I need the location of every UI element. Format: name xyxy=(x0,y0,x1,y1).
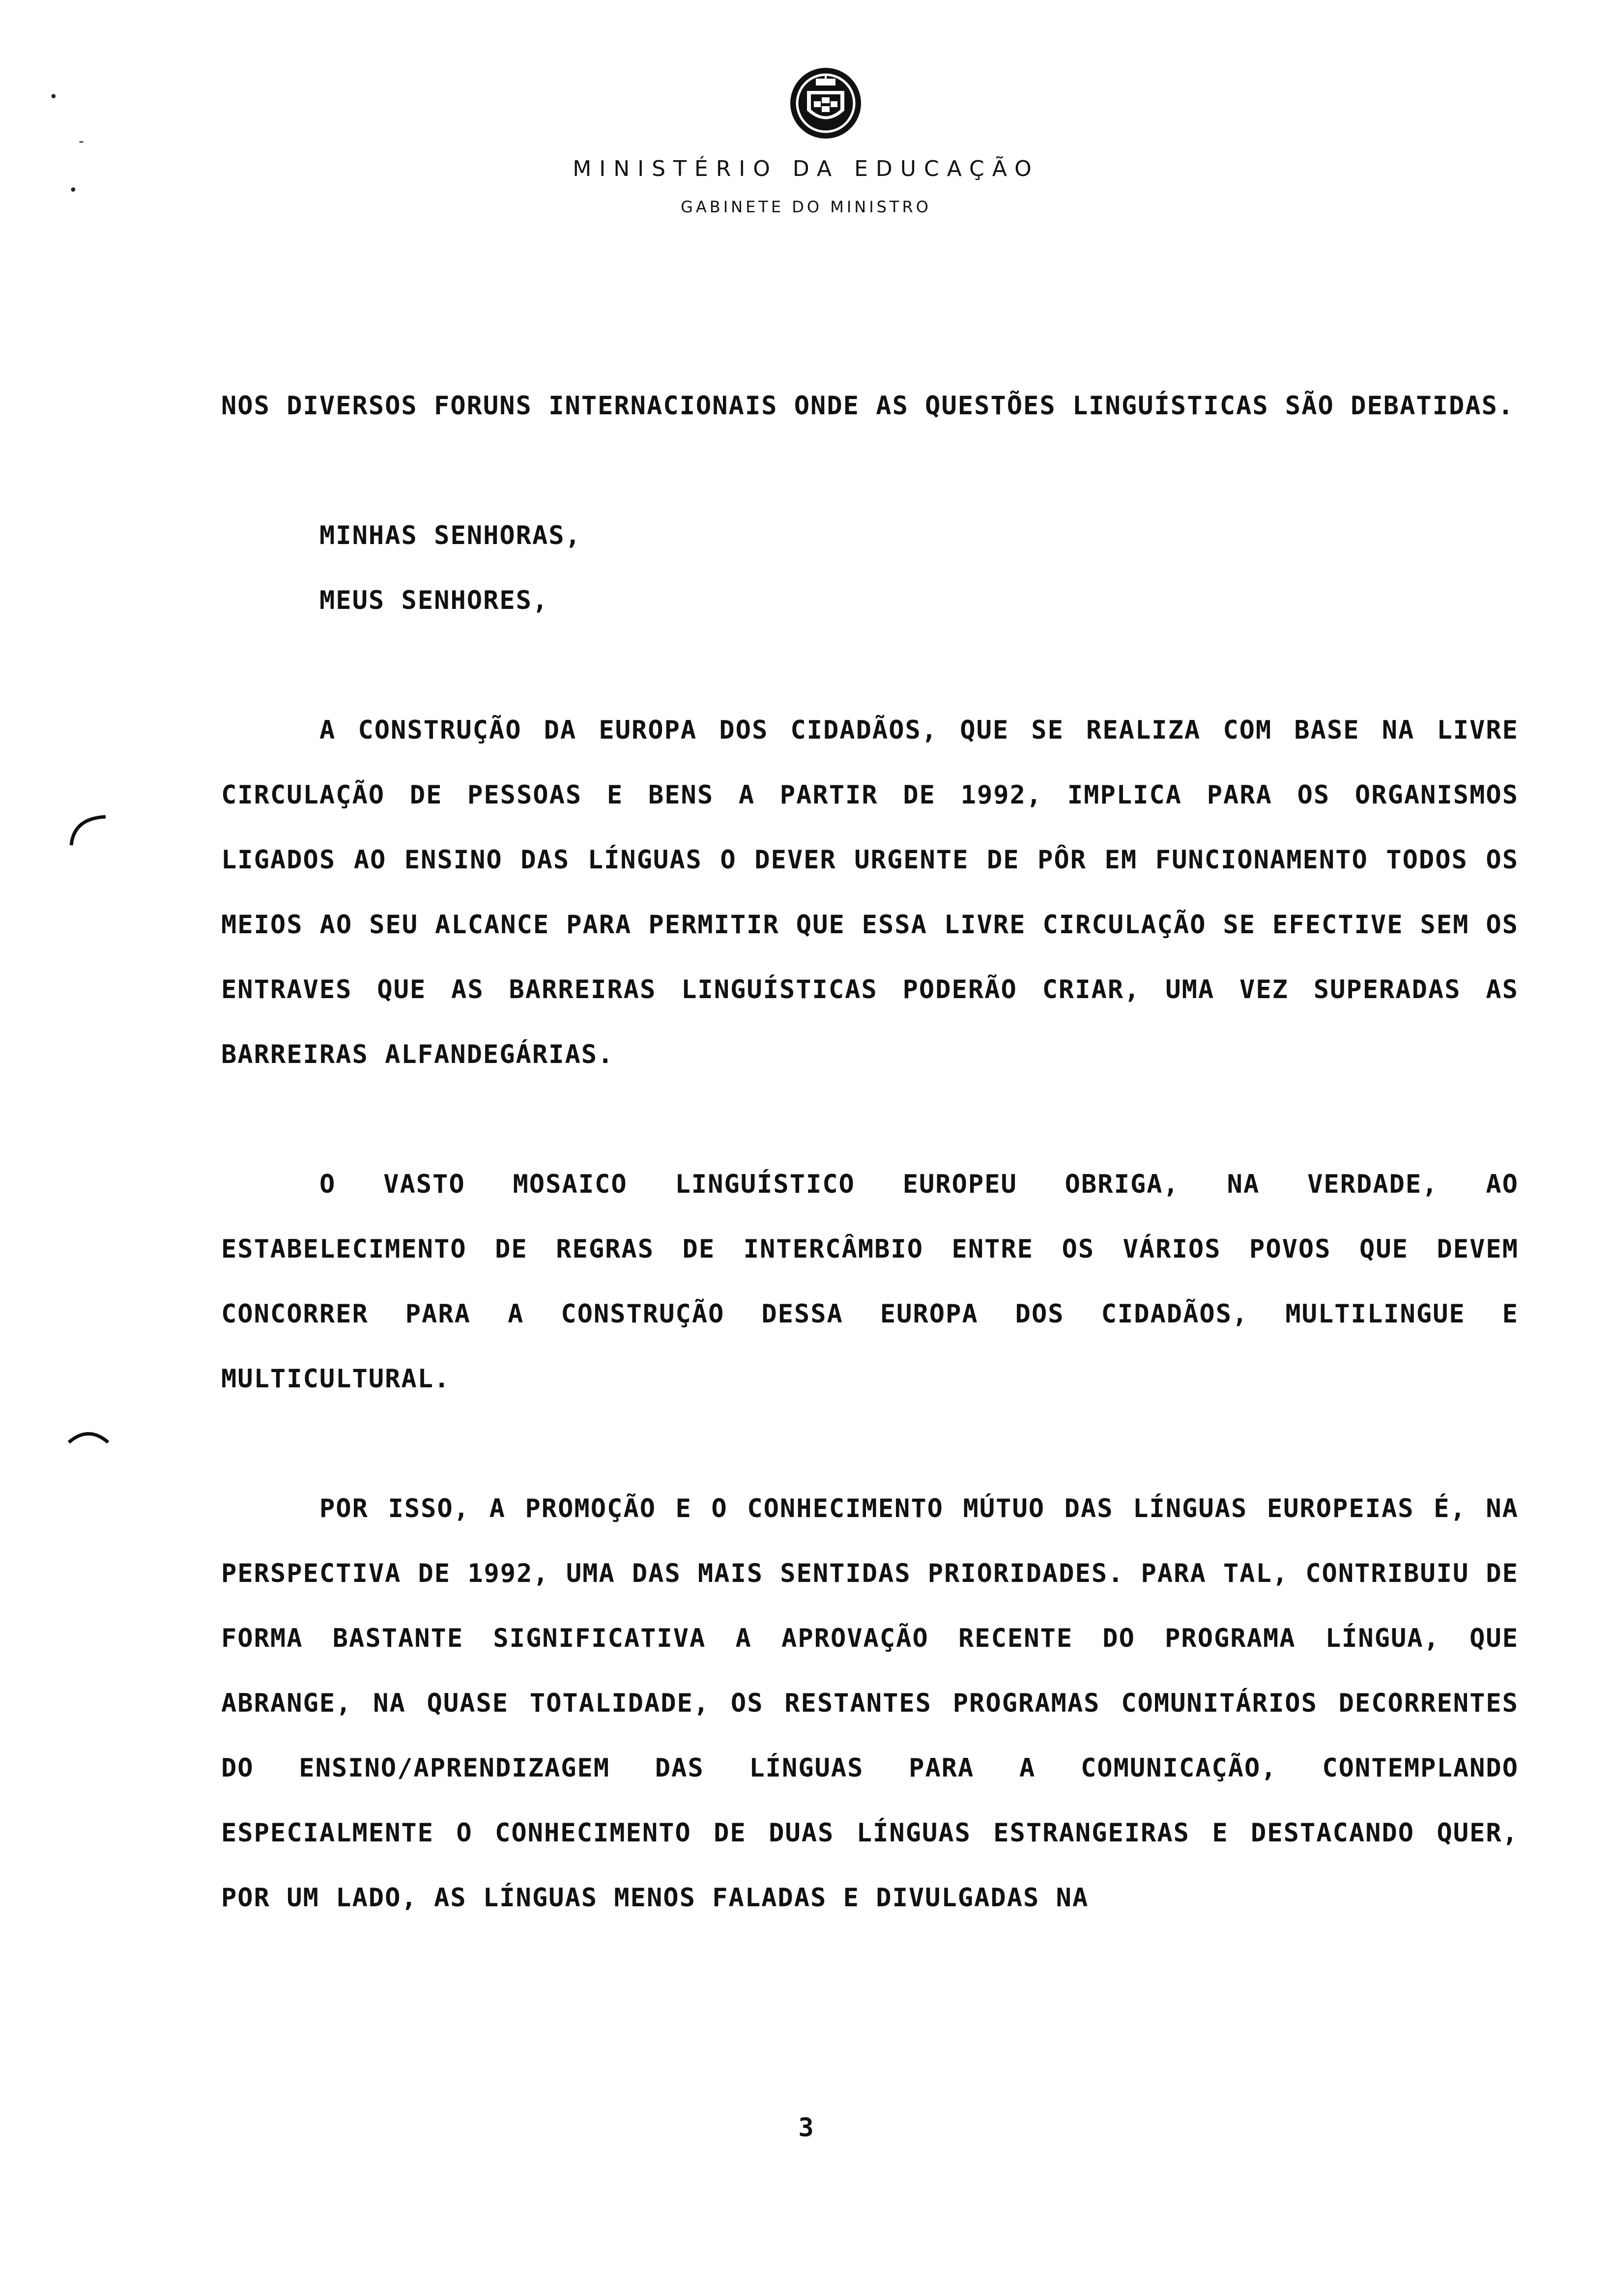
ministry-subtitle: GABINETE DO MINISTRO xyxy=(681,198,931,216)
document-body xyxy=(221,373,1519,1995)
margin-dot-2: • xyxy=(69,182,78,199)
salutation-line-2: MEUS SENHORES, xyxy=(319,586,549,615)
ministry-title: MINISTÉRIO DA EDUCAÇÃO xyxy=(573,156,1039,181)
portuguese-coat-of-arms-icon xyxy=(786,64,865,143)
paragraph-language-promotion: POR ISSO, A PROMOÇÃO E O CONHECIMENTO MÚTUO DAS LÍNGUAS EUROPEIAS É, NA PERSPECTIVA DE 1992, UMA DAS MAIS SENTIDAS PRIORIDADES. PARA TAL, CONTRIBUIU DE FORMA BASTANTE SIGNIFICATIVA A APROVAÇÃO RECENTE DO PROGRAMA LÍNGUA, QUE ABRANGE, NA QUASE TOTALIDADE, OS RESTANTES PROGRAMAS COMUNITÁRIOS DECORRENTES DO ENSINO/APRENDIZAGEM DAS LÍNGUAS PARA A COMUNICAÇÃO, CONTEMPLANDO ESPECIALMENTE O CONHECIMENTO DE DUAS LÍNGUAS ESTRANGEIRAS E DESTACANDO QUER, POR UM LADO, AS LÍNGUAS MENOS FALADAS E DIVULGADAS NA xyxy=(221,1494,1519,1913)
margin-bracket-mark-2 xyxy=(64,1423,113,1452)
salutation-line-1: MINHAS SENHORAS, xyxy=(319,521,581,550)
page-number: 3 xyxy=(798,2113,814,2143)
salutation xyxy=(221,503,1519,633)
paragraph-continuation: NOS DIVERSOS FORUNS INTERNACIONAIS ONDE AS QUESTÕES LINGUÍSTICAS SÃO DEBATIDAS. xyxy=(221,391,1515,421)
margin-dot-1: • xyxy=(49,88,58,106)
margin-bracket-mark-1 xyxy=(61,811,111,850)
paragraph-europe-construction: A CONSTRUÇÃO DA EUROPA DOS CIDADÃOS, QUE SE REALIZA COM BASE NA LIVRE CIRCULAÇÃO DE PESSOAS E BENS A PARTIR DE 1992, IMPLICA PARA OS ORGANISMOS LIGADOS AO ENSINO DAS LÍNGUAS O DEVER URGENTE DE PÔR EM FUNCIONAMENTO TODOS OS MEIOS AO SEU ALCANCE PARA PERMITIR QUE ESSA LIVRE CIRCULAÇÃO SE EFECTIVE SEM OS ENTRAVES QUE AS BARREIRAS LINGUÍSTICAS PODERÃO CRIAR, UMA VEZ SUPERADAS AS BARREIRAS ALFANDEGÁRIAS. xyxy=(221,716,1519,1069)
margin-dash-mark: - xyxy=(79,133,84,150)
paragraph-linguistic-mosaic: O VASTO MOSAICO LINGUÍSTICO EUROPEU OBRIGA, NA VERDADE, AO ESTABELECIMENTO DE REGRAS DE INTERCÂMBIO ENTRE OS VÁRIOS POVOS QUE DEVEM CONCORRER PARA A CONSTRUÇÃO DESSA EUROPA DOS CIDADÃOS, MULTILINGUE E MULTICULTURAL. xyxy=(221,1170,1519,1394)
